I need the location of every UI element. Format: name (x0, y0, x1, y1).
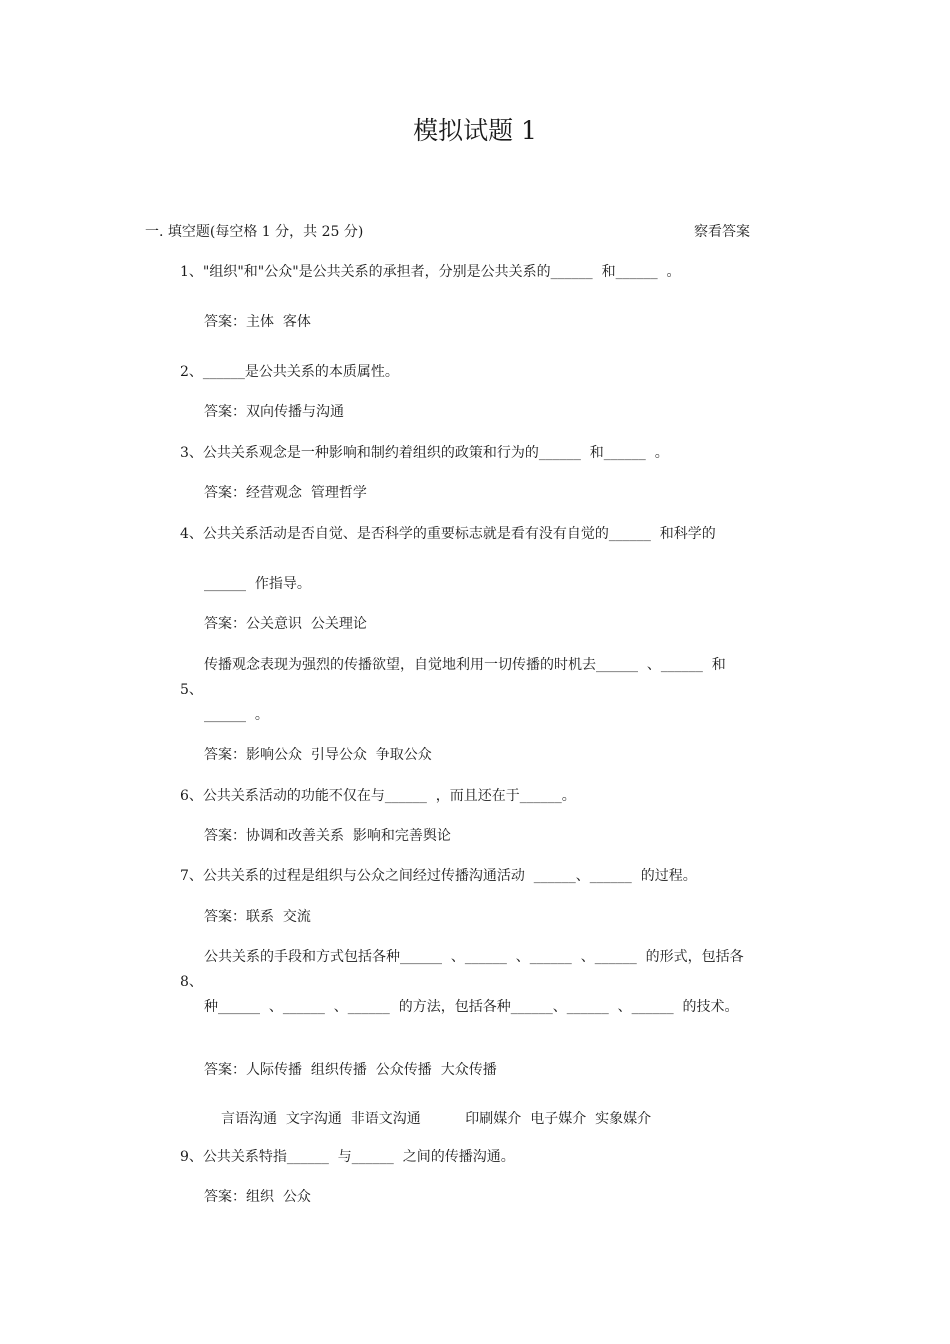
answer-5: 答案：影响公众 引导公众 争取公众 (204, 747, 432, 763)
question-1: 1、"组织"和"公众"是公共关系的承担者，分别是公共关系的______ 和______ 。 (180, 264, 681, 280)
question-9: 9、公共关系特指______ 与______ 之间的传播沟通。 (180, 1149, 515, 1165)
answer-8: 答案：人际传播 组织传播 公众传播 大众传播 (204, 1062, 497, 1078)
answer-8-line-2: 言语沟通 文字沟通 非语文沟通 印刷媒介 电子媒介 实象媒介 (221, 1111, 652, 1127)
question-8-line-2: 种______ 、______ 、______ 的方法，包括各种______、______ 、______ 的技术。 (204, 999, 739, 1015)
question-5-line-2: ______ 。 (204, 707, 269, 723)
answer-2: 答案：双向传播与沟通 (204, 404, 344, 420)
question-7: 7、公共关系的过程是组织与公众之间经过传播沟通活动 ______、______ 的过程。 (180, 868, 697, 884)
answer-9: 答案：组织 公众 (204, 1189, 311, 1205)
answer-3: 答案：经营观念 管理哲学 (204, 485, 367, 501)
view-answers-link[interactable]: 察看答案 (694, 224, 750, 240)
question-5-number: 5、 (180, 682, 203, 698)
question-4-line-2: ______ 作指导。 (204, 576, 311, 592)
question-8-number: 8、 (180, 974, 203, 990)
answer-7: 答案：联系 交流 (204, 909, 311, 925)
question-8-line-1: 公共关系的手段和方式包括各种______ 、______ 、______ 、______ 的形式，包括各 (204, 949, 744, 965)
question-3: 3、公共关系观念是一种影响和制约着组织的政策和行为的______ 和______ 。 (180, 445, 669, 461)
question-6: 6、公共关系活动的功能不仅在与______ ，而且还在于______。 (180, 788, 576, 804)
question-4-line-1: 4、公共关系活动是否自觉、是否科学的重要标志就是看有没有自觉的______ 和科学的 (180, 526, 716, 542)
section-heading: 一. 填空题(每空格 1 分，共 25 分) (145, 224, 364, 240)
question-5-line-1: 传播观念表现为强烈的传播欲望，自觉地利用一切传播的时机去______ 、______ 和 (204, 657, 726, 673)
answer-1: 答案：主体 客体 (204, 314, 311, 330)
page-title: 模拟试题 1 (413, 116, 537, 145)
question-2: 2、______是公共关系的本质属性。 (180, 364, 399, 380)
answer-4: 答案：公关意识 公关理论 (204, 616, 367, 632)
answer-6: 答案：协调和改善关系 影响和完善舆论 (204, 828, 451, 844)
